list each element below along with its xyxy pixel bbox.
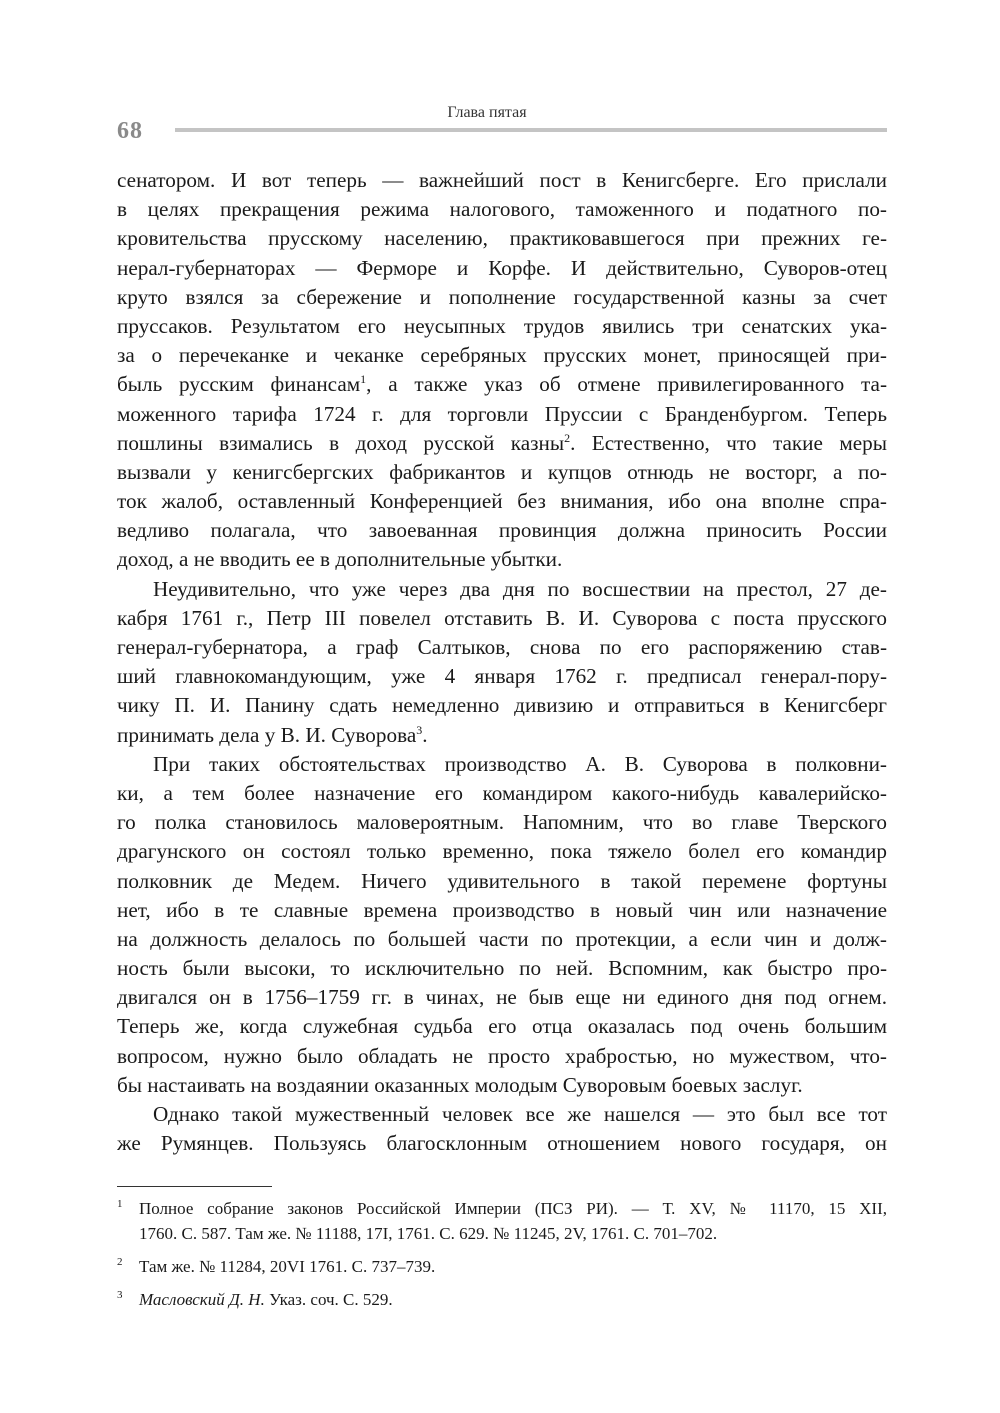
footnote-line: 1760. С. 587. Там же. № 11188, 17I, 1761. С. 629. № 11245, 2V, 1761. С. 701–702. <box>139 1224 718 1243</box>
footnote-author: Масловский Д. Н. <box>139 1290 265 1309</box>
text-line: быль русским финансам$^1$, а также указ об отмене привилегированного та- <box>117 372 887 397</box>
footnote-line: Масловский Д. Н. Указ. соч. С. 529. <box>139 1290 393 1309</box>
text-line: полковник де Медем. Ничего удивительного в такой перемене фортуны <box>117 868 887 893</box>
text-line: чику П. И. Панину сдать немедленно дивизию и отправиться в Кенигсберг <box>117 693 887 718</box>
text-line: ток жалоб, оставленный Конференцией без внимания, ибо она вполне спра- <box>117 489 887 514</box>
text-line: круто взялся за сбережение и пополнение государственной казны за счет <box>117 284 887 309</box>
paragraph <box>117 1100 887 1158</box>
footnote-line: Там же. № 11284, 20VI 1761. С. 737–739. <box>139 1257 436 1276</box>
text-line: драгунского он состоял только временно, пока тяжело болел его командир <box>117 839 887 864</box>
text-line: в целях прекращения режима налогового, таможенного и податного по- <box>117 197 887 222</box>
text-line: нерал-губернаторах — Ферморе и Корфе. И действительно, Суворов-отец <box>117 255 887 280</box>
text-line: моженного тарифа 1724 г. для торговли Пруссии с Бранденбургом. Теперь <box>117 401 887 426</box>
text-line: Неудивительно, что уже через два дня по восшествии на престол, 27 де- <box>153 576 887 601</box>
footnote-number: 3 <box>117 1289 123 1301</box>
text-line: бы настаивать на воздаянии оказанных молодым Суворовым боевых заслуг. <box>117 1072 803 1097</box>
footnote-number: 1 <box>117 1198 123 1210</box>
text-line: доход, а не вводить ее в дополнительные убытки. <box>117 547 563 572</box>
footnote-number: 2 <box>117 1256 123 1268</box>
text-line: ведливо полагала, что завоеванная провинция должна приносить России <box>117 518 887 543</box>
chapter-title: Глава пятая <box>447 104 527 121</box>
footnotes <box>117 1196 887 1320</box>
text-line: генерал-губернатора, а граф Салтыков, снова по его распоряжению став- <box>117 635 887 659</box>
text-line: пошлины взимались в доход русской казны$^2$. Естественно, что такие меры <box>117 430 887 455</box>
text-line: ки, а тем более назначение его командиром какого-нибудь кавалерийско- <box>117 780 887 805</box>
text-line: При таких обстоятельствах производство А. В. Суворова в полковни- <box>153 751 887 776</box>
text-line: на должность делалось по большей части по протекции, а если чин и долж- <box>117 926 887 951</box>
text-line: го полка становилось маловероятным. Напомним, что во главе Тверского <box>117 810 887 835</box>
header-rule <box>175 128 887 132</box>
footnote-separator <box>117 1186 272 1187</box>
text-line: нет, ибо в те славные времена производство в новый чин или назначение <box>117 897 887 922</box>
running-header <box>117 100 887 150</box>
text-line: за о перечеканке и чеканке серебряных прусских монет, приносящей при- <box>117 343 887 368</box>
paragraph <box>117 575 887 750</box>
footnote-reference[interactable]: 2 <box>564 430 571 445</box>
footnote <box>117 1254 887 1279</box>
paragraph <box>117 750 887 1100</box>
footnote-line: Полное собрание законов Российской Империи (ПСЗ РИ). — Т. XV, № 11170, 15 XII, <box>139 1199 887 1218</box>
text-line: вопросом, нужно было обладать не просто храбростью, но мужеством, что- <box>117 1043 887 1068</box>
footnote <box>117 1196 887 1246</box>
footnote <box>117 1287 887 1312</box>
text-line: сенатором. И вот теперь — важнейший пост в Кенигсберге. Его прислали <box>117 168 887 192</box>
text-line: ший главнокомандующим, уже 4 января 1762 г. предписал генерал-пору- <box>117 664 887 689</box>
text-line: кровительства прусскому населению, практиковавшегося при прежних ге- <box>117 226 887 251</box>
text-line: вызвали у кенигсбергских фабрикантов и купцов отнюдь не восторг, а по- <box>117 459 887 484</box>
page-number: 68 <box>117 118 143 144</box>
text-line: двигался он в 1756–1759 гг. в чинах, не быв еще ни единого дня под огнем. <box>117 985 887 1010</box>
footnote-reference[interactable]: 3 <box>416 722 423 737</box>
footnote-reference[interactable]: 1 <box>360 372 367 387</box>
text-line: пруссаков. Результатом его неусыпных трудов явились три сенатских ука- <box>117 313 887 338</box>
text-line: принимать дела у В. И. Суворова$^3$. <box>117 722 428 747</box>
paragraph <box>117 166 887 575</box>
text-line: Теперь же, когда служебная судьба его отца оказалась под очень большим <box>117 1014 887 1039</box>
body-text <box>117 166 887 1158</box>
text-line: Однако такой мужественный человек все же нашелся — это был все тот <box>153 1102 887 1126</box>
text-line: ность были высоки, то исключительно по ней. Вспомним, как быстро про- <box>117 956 887 981</box>
text-line: же Румянцев. Пользуясь благосклонным отношением нового государя, он <box>117 1131 887 1156</box>
text-line: кабря 1761 г., Петр III повелел отставить В. И. Суворова с поста прусского <box>117 605 887 630</box>
